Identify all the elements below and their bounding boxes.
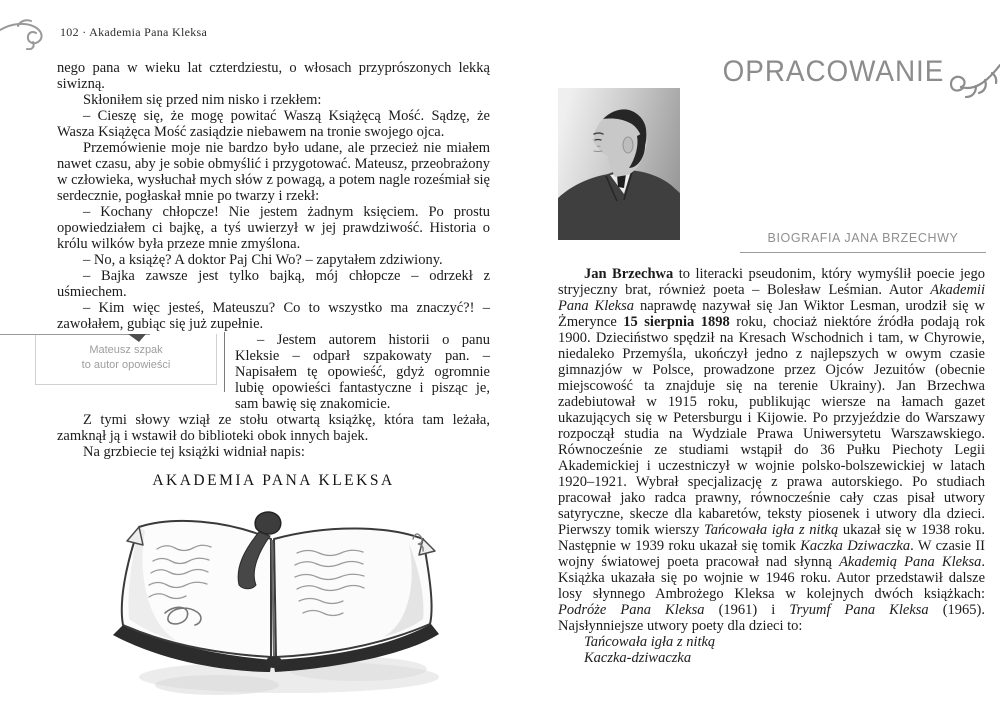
paragraph: – Bajka zawsze jest tylko bajką, mój chłopcze – odrzekł z uśmiechem. [57, 268, 490, 300]
works-list [558, 634, 985, 666]
margin-note [0, 332, 225, 412]
chapter-title: OPRACOWANIE [722, 55, 944, 88]
margin-note-line2: to autor opowieści [81, 359, 171, 371]
margin-note-line1: Mateusz szpak [89, 344, 163, 356]
header-flourish-icon [948, 57, 1000, 103]
paragraph: nego pana w wieku lat czterdziestu, o włosach przyprószonych lekką siwizną. [57, 60, 490, 92]
closing-paragraphs [57, 412, 490, 460]
paragraph: – Cieszę się, że mogę powitać Waszą Książęcą Mość. Sądzę, że Wasza Książęca Mość zasiądzie niebawem na tronie swojego ojca. [57, 108, 490, 140]
right-page [500, 0, 1000, 706]
margin-note-text [35, 334, 217, 385]
margin-note-pointer-icon [128, 334, 146, 342]
paragraph: Na grzbiecie tej książki widniał napis: [83, 444, 305, 460]
running-header: 102 · Akademia Pana Kleksa [60, 25, 208, 39]
paragraph: – Kim więc jesteś, Mateuszu? Co to wszystko ma znaczyć?! – zawołałem, gubiąc się już zupełnie. [57, 300, 490, 332]
corner-flourish-icon [0, 18, 50, 50]
margin-note-divider [224, 332, 225, 392]
paragraph: – Kochany chłopcze! Nie jestem żadnym księciem. Po prostu opowiedziałem ci bajkę, a tyś uwierzył w jej prawdziwość. Historia o królu wilków była przeze mnie zmyślona. [57, 204, 490, 252]
wrap-paragraph: – Jestem autorem historii o panu Kleksie – odparł szpakowaty pan. – Napisałem tę opowieść, gdyż ogromnie lubię opowieści fantastyczne i pisząc je, sam bawię się znakomicie. [235, 332, 490, 412]
paragraph: – No, a książę? A doktor Paj Chi Wo? – zapytałem zdziwiony. [83, 252, 443, 268]
paragraph: Skłoniłem się przed nim nisko i rzekłem: [83, 92, 322, 108]
story-text [57, 60, 490, 705]
open-book-illustration [77, 497, 469, 705]
paragraph: Przemówienie moje nie bardzo było udane, ale przecież nie miałem nawet czasu, aby je sobie obmyślić i przygotować. Mateusz, przeobrażony w człowieka, wysłuchał mych słów z powagą, a potem nagle roześmiał się serdecznie, pogłaskał mnie po twarzy i rzekł: [57, 140, 490, 204]
bio-text [558, 266, 985, 666]
bio-paragraph: Jan Brzechwa to literacki pseudonim, który wymyślił poecie jego stryjeczny brat, również poeta – Bolesław Leśmian. Autor Akademii Pana Kleksa naprawdę nazywał się Jan Wiktor Lesman, urodził się w Żmerynce 15 sierpnia 1898 roku, chociaż niektóre źródła podają rok 1900. Dzieciństwo spędził na Kresach Wschodnich i tam, w Chyrowie, niedaleko Przemyśla, ukończył jedno z najlepszych w owym czasie gimnazjów w Polsce, prowadzone przez Ojców Jezuitów (obecnie miejscowość ta znajduje się na terenie Ukrainy). Jan Brzechwa zadebiutował w 1915 roku, publikując wiersze na łamach gazet ukazujących się w Petersburgu i Kijowie. Po przyjeździe do Warszawy rozpoczął studia na Wydziale Prawa Uniwersytetu Warszawskiego. Równocześnie ze studiami wstąpił do 36 Pułku Piechoty Legii Akademickiej i uczestniczył w wojnie polsko-bolszewickiej w latach 1920–1921. Wybrał specjalizację z prawa autorskiego. Po studiach pracował jako radca prawny, równocześnie cały czas pisał utwory satyryczne, skecze dla kabaretów, teksty piosenek i utwory dla dzieci. Pierwszy tomik wierszy Tańcowała igła z nitką ukazał się w 1938 roku. Następnie w 1939 roku ukazał się tomik Kaczka Dziwaczka. W czasie II wojny światowej poeta pracował nad słynną Akademią Pana Kleksa. Książka ukazała się po wojnie w 1946 roku. Autor przedstawił dalsze losy słynnego Ambrożego Kleksa w kolejnych dwóch książkach: Podróże Pana Kleksa (1961) i Tryumf Pana Kleksa (1965). Najsłynniejsze utwory poety dla dzieci to: [558, 266, 986, 634]
work-item: Kaczka-dziwaczka [584, 650, 692, 666]
book-spine-title: AKADEMIA PANA KLEKSA [152, 472, 395, 489]
portrait-photo [558, 88, 680, 240]
paragraph: Z tymi słowy wziął ze stołu otwartą książkę, która tam leżała, zamknął ją i wstawił do biblioteki obok innych bajek. [57, 412, 490, 444]
work-item: Tańcowała igła z nitką [584, 634, 716, 650]
story-paragraphs [57, 60, 490, 332]
margin-note-row [57, 332, 490, 412]
bio-section-title: BIOGRAFIA JANA BRZECHWY [740, 231, 986, 253]
